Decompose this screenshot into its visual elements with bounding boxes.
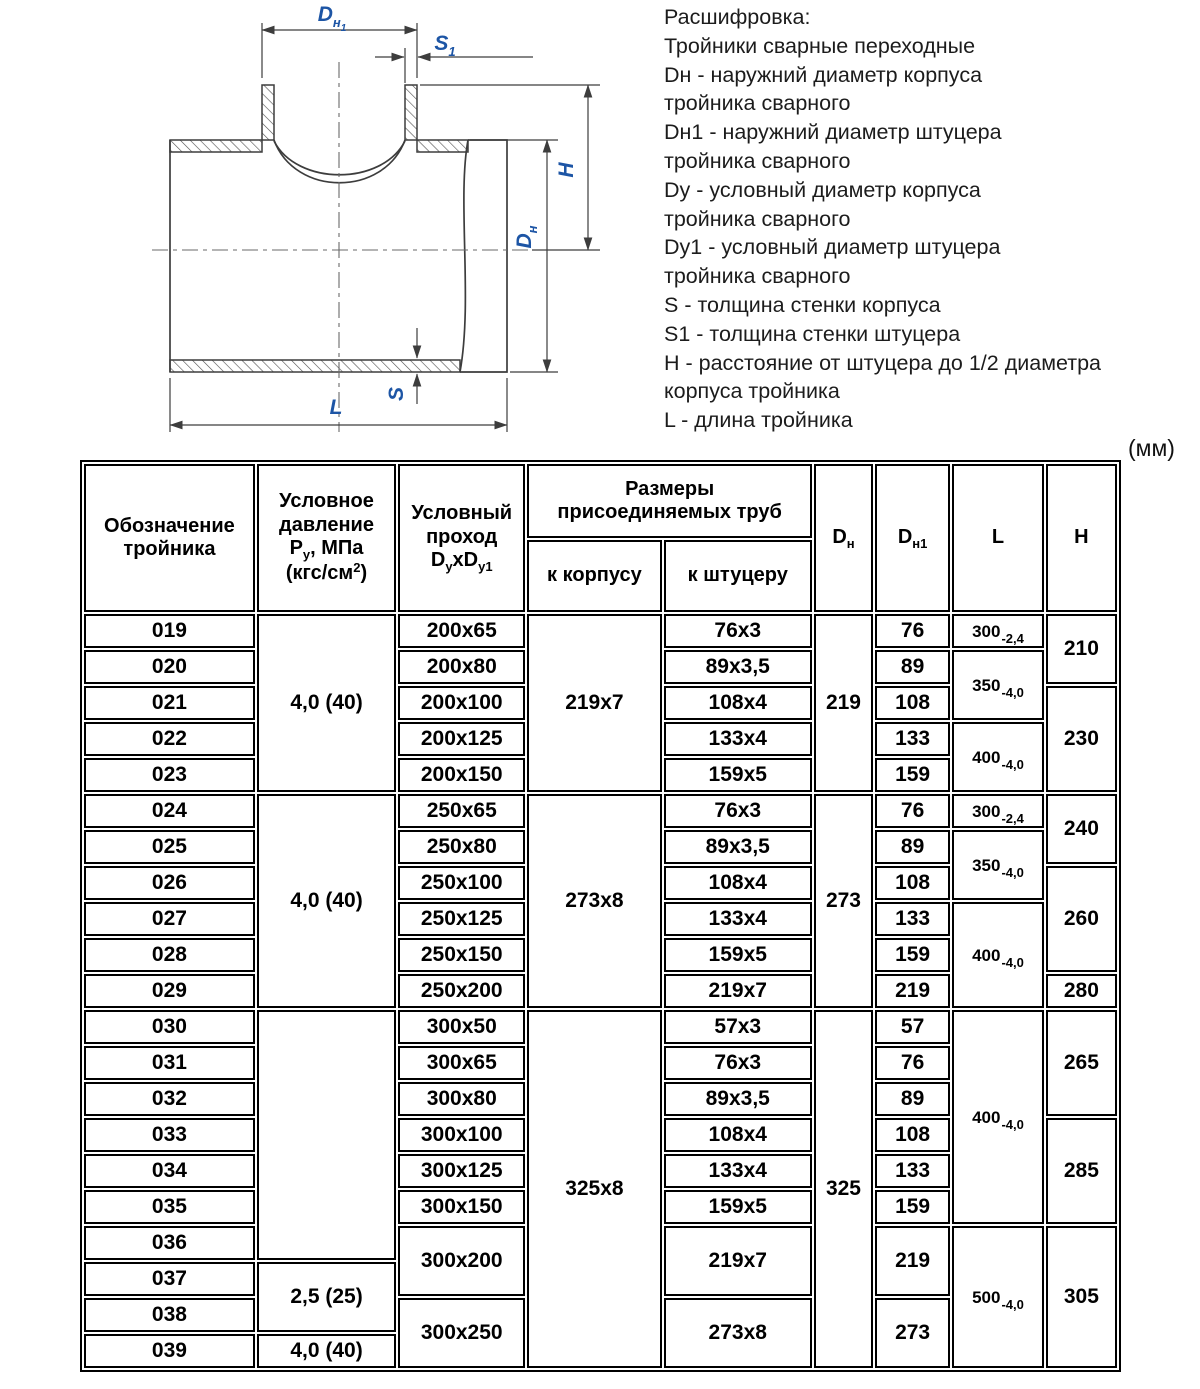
cell-025-to_branch: 89x3,5 — [664, 830, 812, 864]
cell-036-l: $500_{-4,0}$ — [952, 1226, 1044, 1368]
cell-029-h: 280 — [1046, 974, 1117, 1008]
cell-022-dn1: 133 — [875, 722, 950, 756]
dn-dim-label: $D_н$ — [513, 225, 540, 249]
cell-022-l: $400_{-4,0}$ — [952, 722, 1044, 792]
legend-line: тройника сварного — [664, 148, 851, 173]
cell-038-bore: 300x250 — [398, 1298, 525, 1368]
cell-024-l: $300_{-2,4}$ — [952, 794, 1044, 828]
cell-024-dn: 273 — [814, 794, 873, 1008]
legend-line: L - длина тройника — [664, 408, 853, 433]
cell-022-designation: 022 — [84, 722, 255, 756]
cell-019-l: $300_{-2,4}$ — [952, 614, 1044, 648]
cell-030-pressure — [257, 1010, 396, 1260]
cell-019-dn: 219 — [814, 614, 873, 792]
legend-line: корпуса тройника — [664, 379, 840, 404]
cell-027-designation: 027 — [84, 902, 255, 936]
header-to_branch: к штуцеру — [664, 540, 812, 612]
cell-026-bore: 250x100 — [398, 866, 525, 900]
cell-028-to_branch: 159x5 — [664, 938, 812, 972]
cell-028-dn1: 159 — [875, 938, 950, 972]
legend-line: H - расстояние от штуцера до 1/2 диаметра — [664, 350, 1102, 375]
cell-038-to_branch: 273x8 — [664, 1298, 812, 1368]
cell-022-bore: 200x125 — [398, 722, 525, 756]
legend-line: S1 - толщина стенки штуцера — [664, 321, 961, 346]
cell-020-l: $350_{-4,0}$ — [952, 650, 1044, 720]
cell-034-to_branch: 133x4 — [664, 1154, 812, 1188]
cell-039-pressure: 4,0 (40) — [257, 1334, 396, 1368]
cell-030-dn: 325 — [814, 1010, 873, 1368]
cell-024-dn1: 76 — [875, 794, 950, 828]
cell-036-to_branch: 219x7 — [664, 1226, 812, 1296]
cell-027-to_branch: 133x4 — [664, 902, 812, 936]
cell-020-designation: 020 — [84, 650, 255, 684]
cell-020-bore: 200x80 — [398, 650, 525, 684]
header-designation: Обозначение тройника — [84, 464, 255, 612]
table-header-row — [84, 464, 1117, 538]
cell-025-designation: 025 — [84, 830, 255, 864]
cell-034-bore: 300x125 — [398, 1154, 525, 1188]
cell-019-pressure: 4,0 (40) — [257, 614, 396, 792]
spec-table — [80, 460, 1121, 1372]
cell-022-to_branch: 133x4 — [664, 722, 812, 756]
l-dim-label: L — [329, 396, 343, 419]
table-row-019 — [84, 614, 1117, 648]
cell-036-designation: 036 — [84, 1226, 255, 1260]
cell-038-designation: 038 — [84, 1298, 255, 1332]
cell-027-bore: 250x125 — [398, 902, 525, 936]
legend-line: тройника сварного — [664, 264, 851, 289]
cell-023-designation: 023 — [84, 758, 255, 792]
cell-031-dn1: 76 — [875, 1046, 950, 1080]
cell-027-dn1: 133 — [875, 902, 950, 936]
header-h: H — [1046, 464, 1117, 612]
table-row-030 — [84, 1010, 1117, 1044]
legend-line: S - толщина стенки корпуса — [664, 292, 941, 317]
cell-021-h: 230 — [1046, 686, 1117, 792]
cell-019-to_branch: 76x3 — [664, 614, 812, 648]
cell-020-dn1: 89 — [875, 650, 950, 684]
header-dn1: $D_{н1}$ — [875, 464, 950, 612]
cell-030-designation: 030 — [84, 1010, 255, 1044]
cell-024-pressure: 4,0 (40) — [257, 794, 396, 1008]
tee-drawing — [140, 0, 660, 455]
legend-line: Dн - наружний диаметр корпуса — [664, 62, 983, 87]
cell-028-designation: 028 — [84, 938, 255, 972]
cell-024-to_branch: 76x3 — [664, 794, 812, 828]
pipe-walls-hatched — [170, 85, 468, 372]
cell-029-designation: 029 — [84, 974, 255, 1008]
cell-031-designation: 031 — [84, 1046, 255, 1080]
cell-032-dn1: 89 — [875, 1082, 950, 1116]
cell-031-bore: 300x65 — [398, 1046, 525, 1080]
cell-030-dn1: 57 — [875, 1010, 950, 1044]
cell-021-bore: 200x100 — [398, 686, 525, 720]
dn1-dim-label: $D_н1$ — [317, 3, 347, 34]
cell-019-dn1: 76 — [875, 614, 950, 648]
cell-036-h: 305 — [1046, 1226, 1117, 1368]
cell-019-h: 210 — [1046, 614, 1117, 684]
cell-026-dn1: 108 — [875, 866, 950, 900]
cell-020-to_branch: 89x3,5 — [664, 650, 812, 684]
legend-line: тройника сварного — [664, 206, 851, 231]
cell-030-bore: 300x50 — [398, 1010, 525, 1044]
cell-030-h: 265 — [1046, 1010, 1117, 1116]
cell-021-dn1: 108 — [875, 686, 950, 720]
cell-023-to_branch: 159x5 — [664, 758, 812, 792]
cell-026-designation: 026 — [84, 866, 255, 900]
cell-024-designation: 024 — [84, 794, 255, 828]
cell-032-designation: 032 — [84, 1082, 255, 1116]
cell-024-to_body: 273x8 — [527, 794, 661, 1008]
cell-032-bore: 300x80 — [398, 1082, 525, 1116]
cell-033-dn1: 108 — [875, 1118, 950, 1152]
cell-028-bore: 250x150 — [398, 938, 525, 972]
cell-030-l: $400_{-4,0}$ — [952, 1010, 1044, 1224]
header-to_body: к корпусу — [527, 540, 661, 612]
cell-033-bore: 300x100 — [398, 1118, 525, 1152]
header-dn: $D_н$ — [814, 464, 873, 612]
cell-026-h: 260 — [1046, 866, 1117, 972]
cell-025-dn1: 89 — [875, 830, 950, 864]
header-bore: Условный проход $D_уxD_{у1}$ — [398, 464, 525, 612]
cell-033-h: 285 — [1046, 1118, 1117, 1224]
cell-019-to_body: 219x7 — [527, 614, 661, 792]
cell-039-designation: 039 — [84, 1334, 255, 1368]
cell-033-designation: 033 — [84, 1118, 255, 1152]
cell-033-to_branch: 108x4 — [664, 1118, 812, 1152]
h-dim-label: H — [555, 162, 578, 178]
cell-035-dn1: 159 — [875, 1190, 950, 1224]
cell-030-to_body: 325x8 — [527, 1010, 661, 1368]
legend-line: Dу - условный диаметр корпуса — [664, 177, 981, 202]
legend-text — [664, 3, 1189, 435]
cell-021-designation: 021 — [84, 686, 255, 720]
cell-027-l: $400_{-4,0}$ — [952, 902, 1044, 1008]
cell-031-to_branch: 76x3 — [664, 1046, 812, 1080]
legend-line: Dу1 - условный диаметр штуцера — [664, 235, 1001, 260]
legend-line: тройника сварного — [664, 91, 851, 116]
cell-035-designation: 035 — [84, 1190, 255, 1224]
cell-029-bore: 250x200 — [398, 974, 525, 1008]
cell-024-h: 240 — [1046, 794, 1117, 864]
cell-036-dn1: 219 — [875, 1226, 950, 1296]
cell-030-to_branch: 57x3 — [664, 1010, 812, 1044]
cell-025-bore: 250x80 — [398, 830, 525, 864]
cell-032-to_branch: 89x3,5 — [664, 1082, 812, 1116]
cell-019-bore: 200x65 — [398, 614, 525, 648]
unit-note: (мм) — [1128, 435, 1175, 461]
header-pressure: Условное давление $P_у$, МПа $(кгс/см^2)$ — [257, 464, 396, 612]
s1-dim-label: $S_1$ — [434, 32, 456, 59]
cell-037-pressure: 2,5 (25) — [257, 1262, 396, 1332]
cell-038-dn1: 273 — [875, 1298, 950, 1368]
legend-line: Dн1 - наружний диаметр штуцера — [664, 120, 1002, 145]
header-pipes: Размеры присоединяемых труб — [527, 464, 812, 538]
cell-036-bore: 300x200 — [398, 1226, 525, 1296]
cell-037-designation: 037 — [84, 1262, 255, 1296]
cell-025-l: $350_{-4,0}$ — [952, 830, 1044, 900]
cell-035-bore: 300x150 — [398, 1190, 525, 1224]
cell-035-to_branch: 159x5 — [664, 1190, 812, 1224]
header-l: L — [952, 464, 1044, 612]
cell-026-to_branch: 108x4 — [664, 866, 812, 900]
cell-029-dn1: 219 — [875, 974, 950, 1008]
cell-021-to_branch: 108x4 — [664, 686, 812, 720]
cell-019-designation: 019 — [84, 614, 255, 648]
cell-029-to_branch: 219x7 — [664, 974, 812, 1008]
cell-024-bore: 250x65 — [398, 794, 525, 828]
legend-line: Расшифровка: — [664, 5, 811, 29]
cell-023-bore: 200x150 — [398, 758, 525, 792]
s-dim-label: S — [385, 386, 408, 402]
legend-line: Тройники сварные переходные — [664, 33, 976, 58]
center-lines — [152, 62, 532, 432]
table-row-024 — [84, 794, 1117, 828]
cell-023-dn1: 159 — [875, 758, 950, 792]
cell-034-designation: 034 — [84, 1154, 255, 1188]
cell-034-dn1: 133 — [875, 1154, 950, 1188]
